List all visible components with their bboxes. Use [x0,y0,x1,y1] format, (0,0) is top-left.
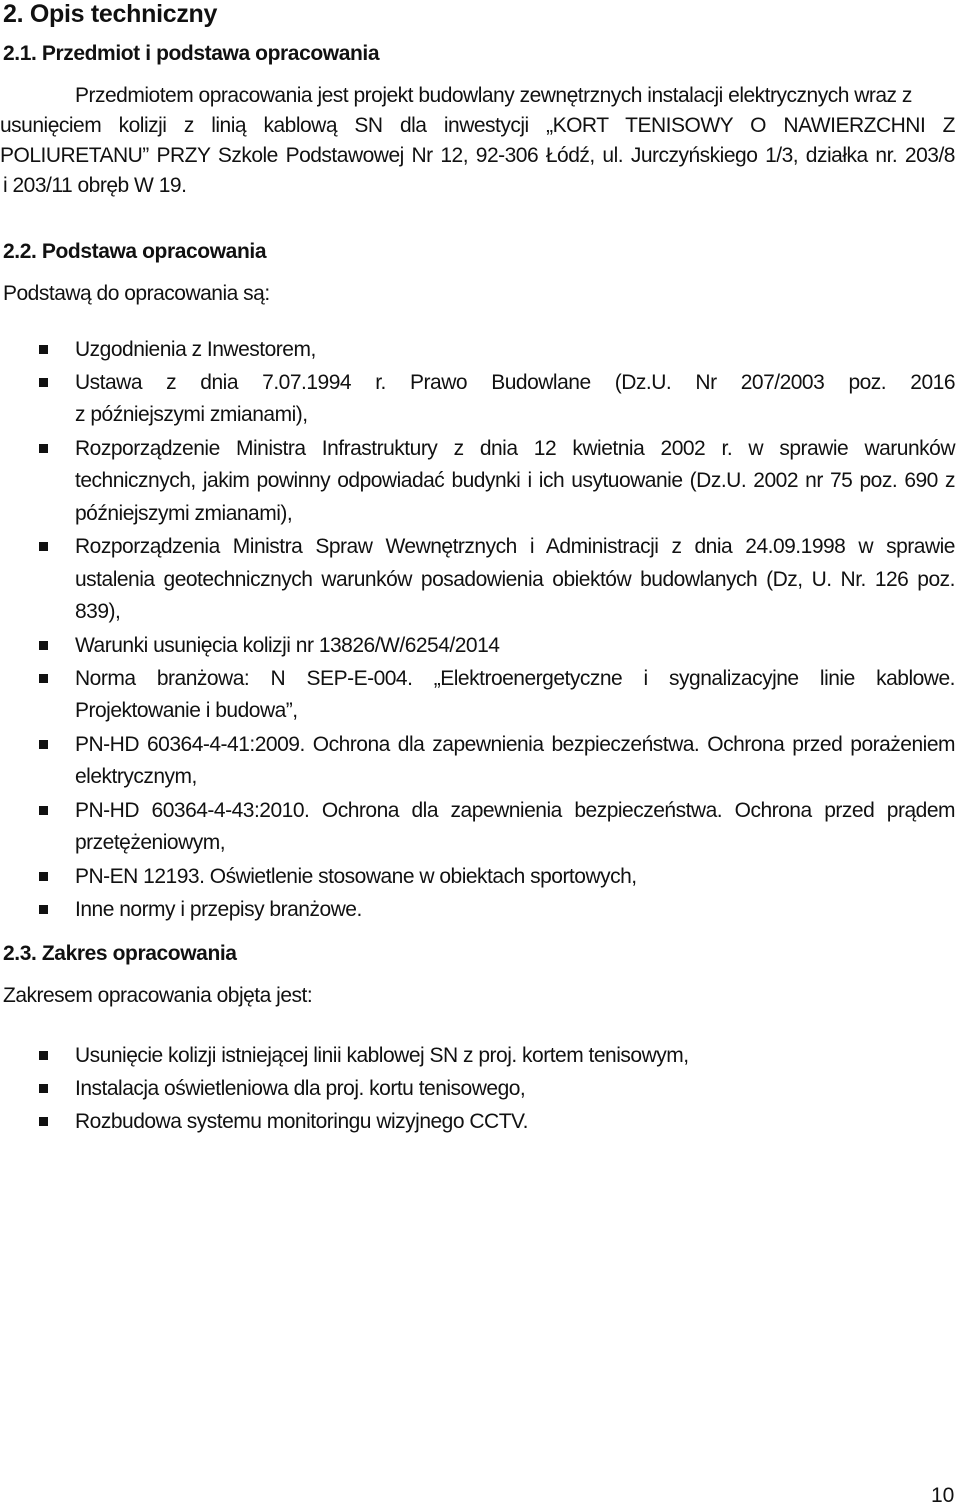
paragraph-line: POLIURETANU” PRZY Szkole Podstawowej Nr 12, 92-306 Łódź, ul. Jurczyńskiego 1/3, działka nr. 203/8 [0,144,955,167]
list-item-line: Norma branżowa: N SEP-E-004. „Elektroenergetyczne i sygnalizacyjne linie kablowe. [75,667,955,690]
section-title: 2. Opis techniczny [3,0,218,28]
bullet-square-icon [39,378,48,387]
list-item-line: Usunięcie kolizji istniejącej linii kablowej SN z proj. kortem tenisowym, [75,1044,689,1067]
subsection-heading-2-2: 2.2. Podstawa opracowania [3,240,267,263]
list-item-line: elektrycznym, [75,765,197,788]
list-item-line: ustalenia geotechnicznych warunków posadowienia obiektów budowlanych (Dz, U. Nr. 126 poz. [75,568,955,591]
bullet-square-icon [39,740,48,749]
list-item-line: Ustawa z dnia 7.07.1994 r. Prawo Budowlane (Dz.U. Nr 207/2003 poz. 2016 [75,371,955,394]
list-item-line: PN-HD 60364-4-43:2010. Ochrona dla zapewnienia bezpieczeństwa. Ochrona przed prądem [75,799,955,822]
bullet-square-icon [39,444,48,453]
list-item-line: 839), [75,600,121,623]
list-item-line: Rozporządzenie Ministra Infrastruktury z dnia 12 kwietnia 2002 r. w sprawie warunków [75,437,955,460]
list-item-line: technicznych, jakim powinny odpowiadać budynki i ich usytuowanie (Dz.U. 2002 nr 75 poz. 690 z [75,469,955,492]
list-item-line: Uzgodnienia z Inwestorem, [75,338,316,361]
bullet-square-icon [39,1117,48,1126]
bullet-square-icon [39,542,48,551]
paragraph-line: i 203/11 obręb W 19. [3,174,187,197]
list-item-line: Rozbudowa systemu monitoringu wizyjnego CCTV. [75,1110,528,1133]
subsection-2-3-intro: Zakresem opracowania objęta jest: [3,984,313,1007]
bullet-square-icon [39,1051,48,1060]
list-item-line: z późniejszymi zmianami), [75,403,308,426]
list-item-line: Rozporządzenia Ministra Spraw Wewnętrznych i Administracji z dnia 24.09.1998 w sprawie [75,535,955,558]
bullet-square-icon [39,641,48,650]
subsection-heading-2-1: 2.1. Przedmiot i podstawa opracowania [3,42,380,65]
paragraph-line: usunięciem kolizji z linią kablową SN dla inwestycji „KORT TENISOWY O NAWIERZCHNI Z [0,114,955,137]
page-number: 10 [931,1484,955,1507]
paragraph-line: Przedmiotem opracowania jest projekt budowlany zewnętrznych instalacji elektrycznych wraz z [75,84,912,107]
subsection-2-2-intro: Podstawą do opracowania są: [3,282,270,305]
list-item-line: Projektowanie i budowa”, [75,699,298,722]
list-item-line: PN-HD 60364-4-41:2009. Ochrona dla zapewnienia bezpieczeństwa. Ochrona przed porażeniem [75,733,955,756]
list-item-line: późniejszymi zmianami), [75,502,293,525]
subsection-heading-2-3: 2.3. Zakres opracowania [3,942,237,965]
bullet-square-icon [39,1084,48,1093]
list-item-line: Warunki usunięcia kolizji nr 13826/W/6254/2014 [75,634,500,657]
bullet-square-icon [39,905,48,914]
list-item-line: PN-EN 12193. Oświetlenie stosowane w obiektach sportowych, [75,865,637,888]
list-item-line: Inne normy i przepisy branżowe. [75,898,362,921]
bullet-square-icon [39,872,48,881]
list-item-line: przetężeniowym, [75,831,226,854]
bullet-square-icon [39,806,48,815]
bullet-square-icon [39,345,48,354]
list-item-line: Instalacja oświetleniowa dla proj. kortu tenisowego, [75,1077,526,1100]
bullet-square-icon [39,674,48,683]
